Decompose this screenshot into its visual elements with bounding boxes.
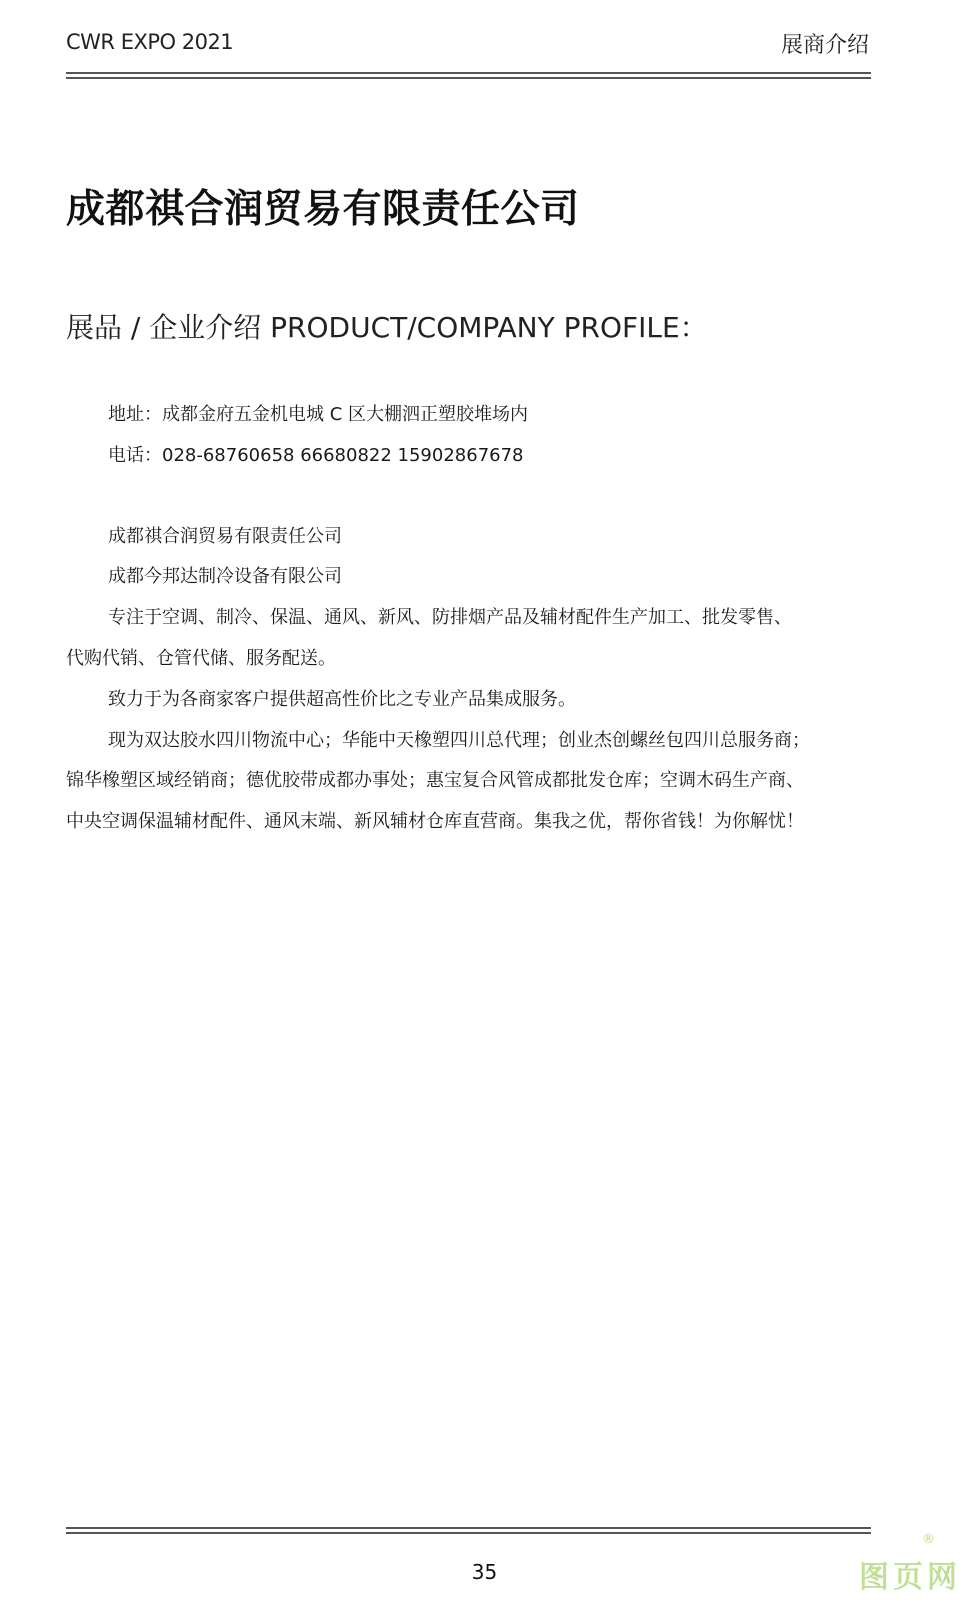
- watermark-logo: 图页网: [859, 1560, 961, 1595]
- body-line-4: 代购代销、仓管代储、服务配送。: [66, 648, 336, 669]
- body-line-7: 锦华橡塑区域经销商；德优胶带成都办事处；惠宝复合风管成都批发仓库；空调木码生产商、: [66, 770, 804, 791]
- header-divider: [66, 72, 871, 79]
- body-line-company-2: 成都今邦达制冷设备有限公司: [108, 566, 342, 587]
- body-line-company-1: 成都祺合润贸易有限责任公司: [108, 526, 342, 547]
- body-line-8: 中央空调保温辅材配件、通风末端、新风辅材仓库直营商。集我之优，帮你省钱！为你解忧！: [66, 811, 804, 832]
- header-expo-title: CWR EXPO 2021: [66, 30, 234, 54]
- contact-address: 地址：成都金府五金机电城 C 区大棚泗正塑胶堆场内: [108, 404, 529, 425]
- watermark-registered-mark: ®: [922, 1532, 935, 1547]
- page-number: 35: [471, 1560, 498, 1584]
- header-section-title: 展商介绍: [780, 33, 869, 58]
- footer-divider: [66, 1527, 871, 1534]
- body-line-5: 致力于为各商家客户提供超高性价比之专业产品集成服务。: [108, 689, 576, 710]
- body-line-3: 专注于空调、制冷、保温、通风、新风、防排烟产品及辅材配件生产加工、批发零售、: [108, 607, 792, 628]
- contact-phone: 电话：028-68760658 66680822 15902867678: [108, 445, 524, 466]
- company-name-title: 成都祺合润贸易有限责任公司: [66, 187, 580, 232]
- profile-heading: 展品 / 企业介绍 PRODUCT/COMPANY PROFILE：: [66, 311, 708, 344]
- body-line-6: 现为双达胶水四川物流中心；华能中天橡塑四川总代理；创业杰创螺丝包四川总服务商；: [108, 730, 810, 751]
